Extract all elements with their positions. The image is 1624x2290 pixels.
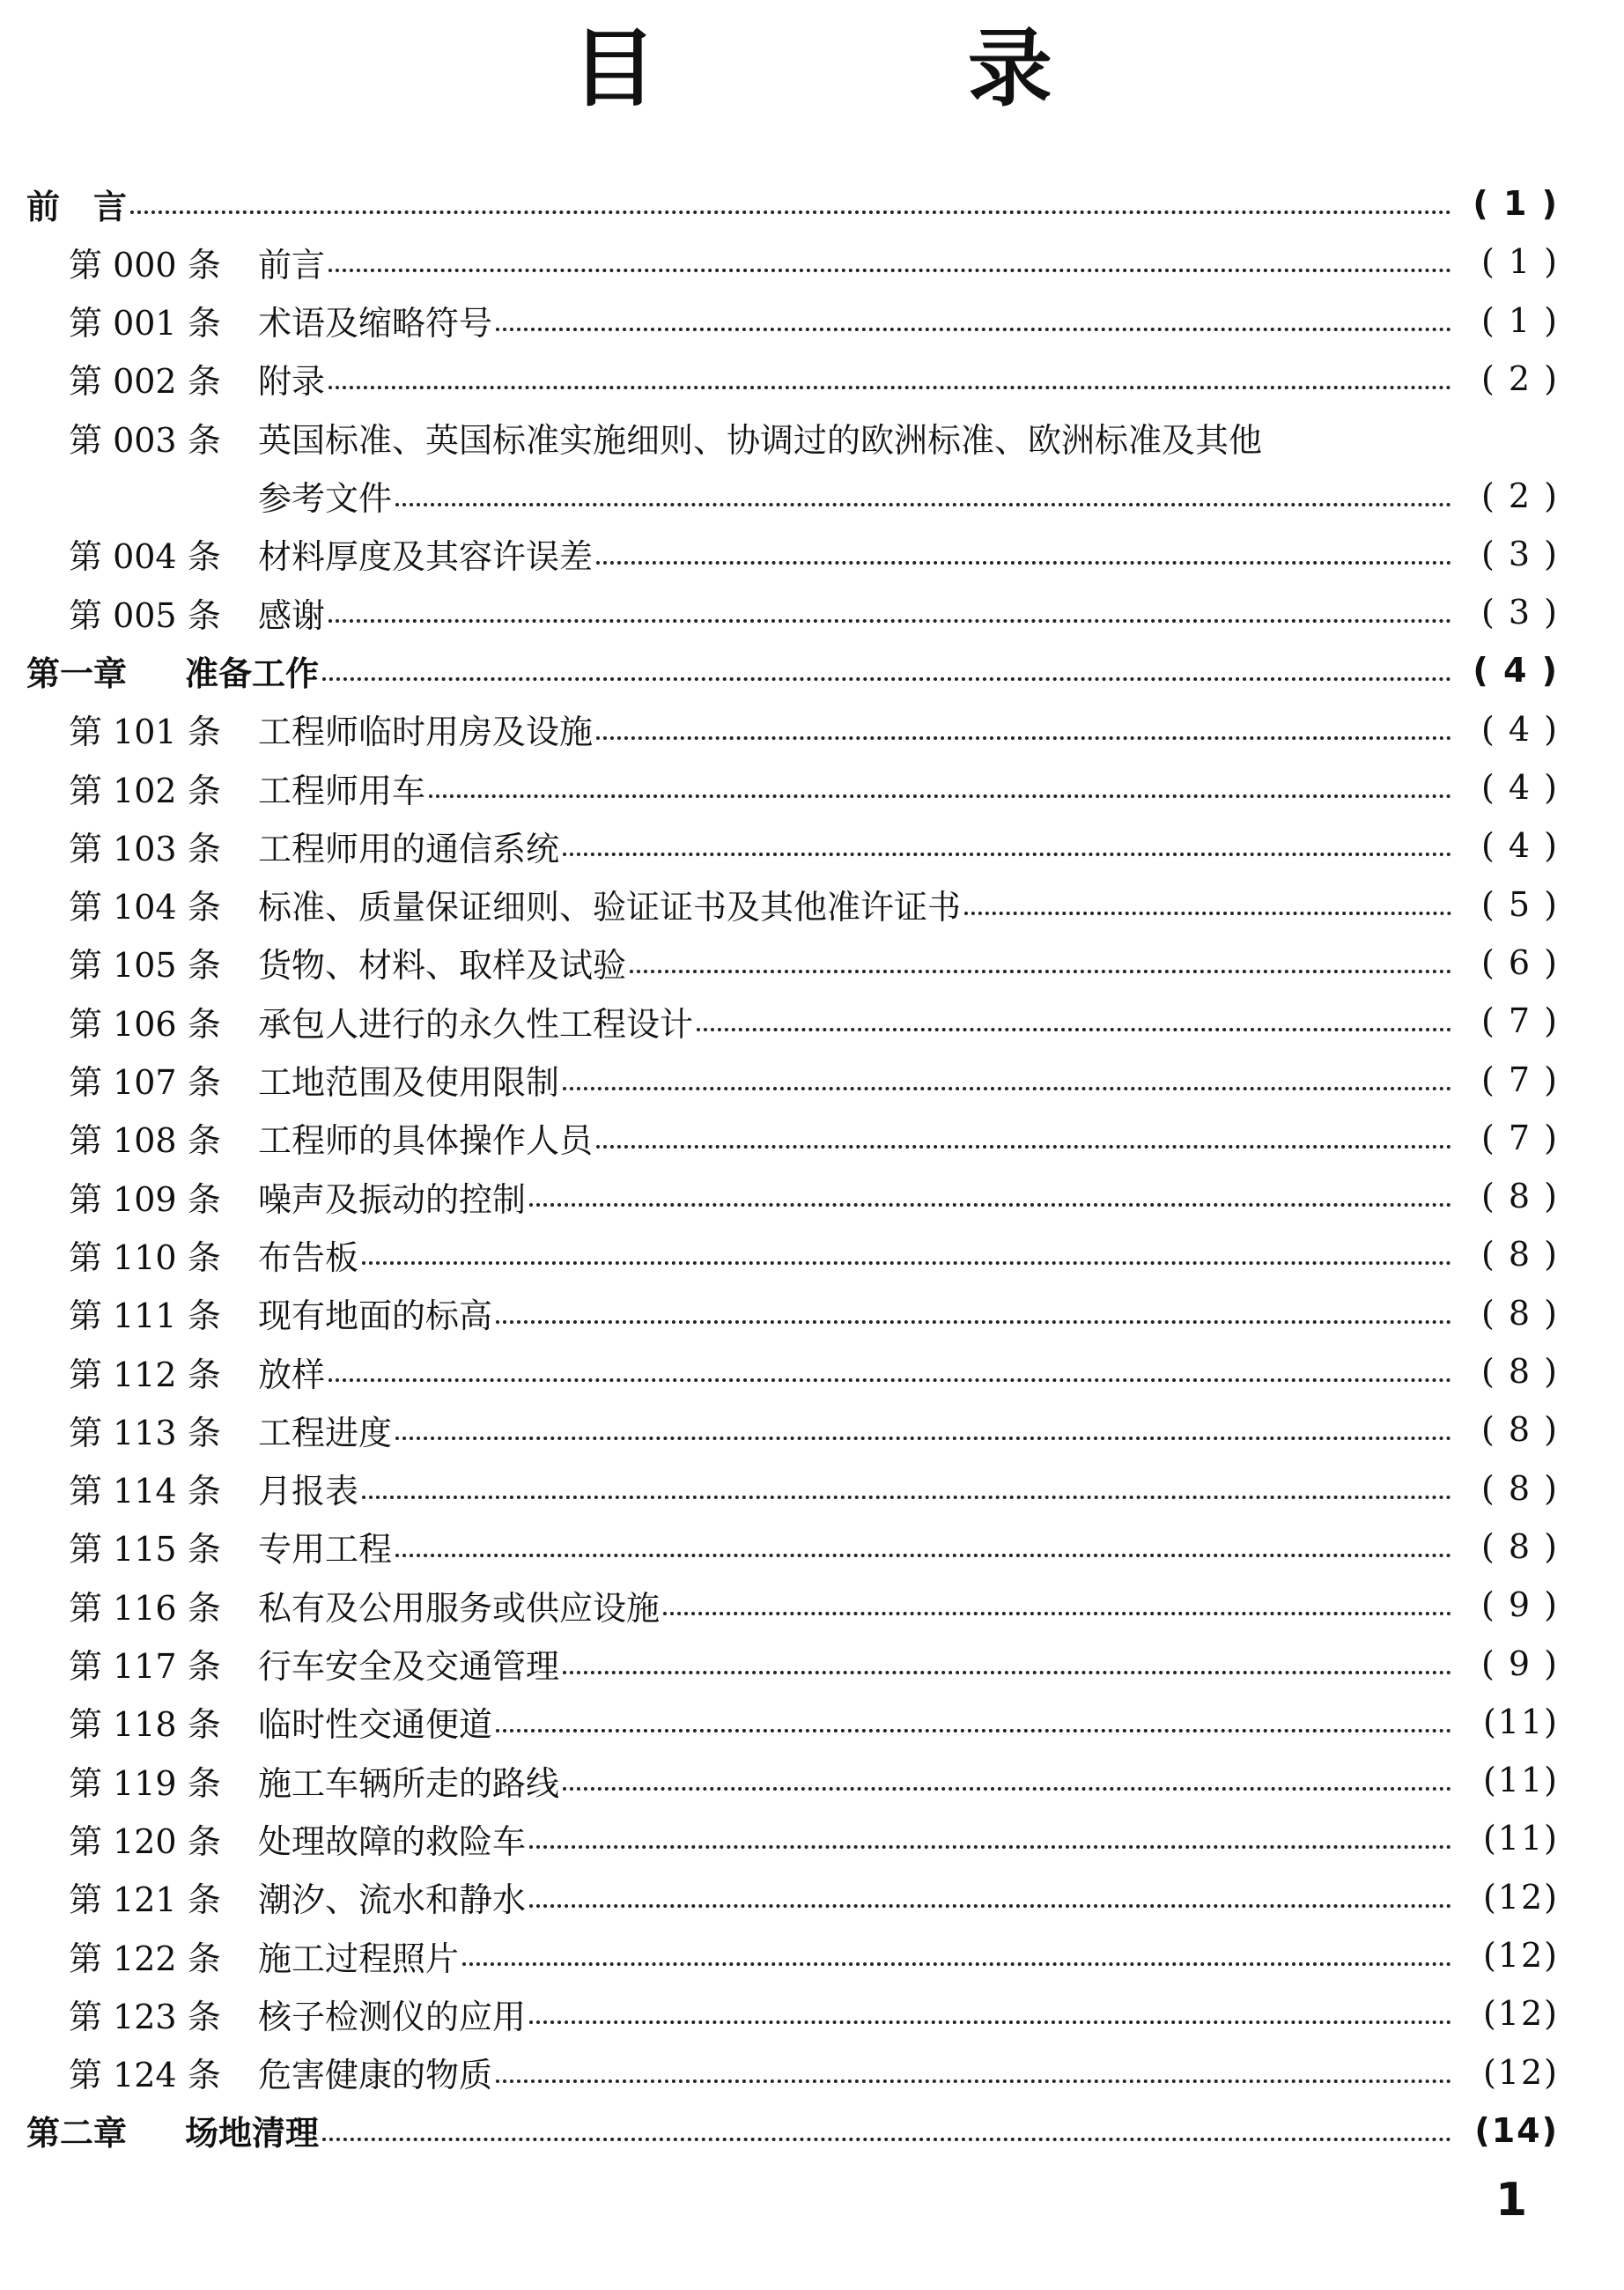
toc-entry-row[interactable] (69, 408, 1559, 466)
page-reference: ( 9 ) (1481, 1644, 1559, 1683)
entry-title: 工程进度 (258, 1413, 393, 1452)
entry-title: 核子检测仪的应用 (258, 1997, 527, 2036)
toc-entry-row[interactable] (69, 1635, 1559, 1693)
dot-leader (563, 817, 1451, 856)
page-reference: ( 7 ) (1481, 1001, 1559, 1041)
dot-leader (496, 1285, 1451, 1324)
toc-entry-row[interactable] (69, 350, 1559, 408)
clause-number: 第 116 条 (69, 1588, 221, 1628)
toc-chapter-row[interactable] (26, 641, 1559, 699)
page-reference: ( 4 ) (1473, 651, 1559, 691)
toc-entry-row[interactable] (69, 1109, 1559, 1167)
clause-number: 第 104 条 (69, 888, 221, 927)
clause-number: 第 109 条 (69, 1179, 221, 1219)
page-reference: ( 8 ) (1481, 1468, 1559, 1508)
dot-leader (322, 642, 1451, 681)
entry-title: 附录 (258, 362, 326, 402)
dot-leader (697, 993, 1451, 1031)
entry-title: 施工车辆所走的路线 (258, 1763, 560, 1803)
dot-leader (496, 292, 1451, 331)
toc-entry-row[interactable] (69, 1225, 1559, 1283)
page-reference: ( 8 ) (1481, 1410, 1559, 1450)
clause-number: 第 119 条 (69, 1763, 221, 1803)
clause-number: 第 107 条 (69, 1063, 221, 1102)
page-reference: ( 4 ) (1481, 826, 1559, 866)
page-reference: (11) (1482, 1702, 1559, 1741)
dot-leader (663, 1577, 1451, 1615)
entry-title: 潮汐、流水和静水 (258, 1880, 527, 1920)
toc-entry-row[interactable] (69, 934, 1559, 992)
page-reference: (12) (1482, 1936, 1559, 1975)
toc-entry-row[interactable] (69, 816, 1559, 875)
entry-title: 布告板 (258, 1237, 359, 1277)
chapter-label: 前 言 (26, 187, 128, 226)
page-reference: (12) (1482, 1877, 1559, 1917)
page-reference: ( 5 ) (1481, 884, 1559, 924)
clause-number: 第 003 条 (69, 420, 221, 460)
dot-leader (563, 1052, 1451, 1090)
clause-number: 第 123 条 (69, 1997, 221, 2036)
page-reference: (11) (1482, 1761, 1559, 1800)
dot-leader (596, 1110, 1451, 1149)
dot-leader (563, 1752, 1451, 1791)
clause-number: 第 108 条 (69, 1121, 221, 1161)
clause-number: 第 110 条 (69, 1237, 221, 1277)
page-reference: ( 7 ) (1481, 1060, 1559, 1099)
clause-number: 第 005 条 (69, 595, 221, 635)
clause-number: 第 004 条 (69, 537, 221, 577)
entry-title: 材料厚度及其容许误差 (258, 537, 594, 577)
page-reference: ( 1 ) (1473, 184, 1559, 223)
toc-entry-row[interactable] (69, 583, 1559, 641)
entry-title: 感谢 (258, 595, 326, 635)
dot-leader (529, 1810, 1451, 1849)
page-reference: ( 6 ) (1481, 942, 1559, 982)
entry-title: 工程师用的通信系统 (258, 829, 560, 868)
page-reference: ( 7 ) (1481, 1118, 1559, 1157)
entry-title: 工程师的具体操作人员 (258, 1121, 594, 1161)
dot-leader (964, 876, 1451, 915)
entry-title: 标准、质量保证细则、验证证书及其他准许证书 (258, 888, 962, 927)
entry-title: 货物、材料、取样及试验 (258, 946, 627, 986)
toc-entry-row[interactable] (69, 1459, 1559, 1518)
dot-leader (529, 1168, 1451, 1207)
page-reference: ( 4 ) (1481, 768, 1559, 807)
entry-title: 承包人进行的永久性工程设计 (258, 1004, 694, 1044)
page-reference: ( 3 ) (1481, 593, 1559, 632)
dot-leader (362, 1226, 1451, 1265)
toc-entry-row[interactable] (69, 1576, 1559, 1634)
clause-number: 第 000 条 (69, 245, 221, 284)
toc-entry-row[interactable] (69, 1518, 1559, 1576)
page-reference: ( 8 ) (1481, 1352, 1559, 1391)
dot-leader (328, 584, 1451, 623)
clause-number: 第 114 条 (69, 1472, 221, 1511)
entry-title: 专用工程 (258, 1530, 393, 1570)
toc-entry-row[interactable] (69, 1167, 1559, 1225)
dot-leader (322, 2102, 1451, 2141)
toc-entry-row[interactable] (69, 525, 1559, 583)
toc-entry-row[interactable] (69, 700, 1559, 758)
toc-entry-row[interactable] (69, 992, 1559, 1050)
clause-number: 第 001 条 (69, 304, 221, 344)
dot-leader (596, 526, 1451, 565)
toc-entry-row[interactable] (69, 758, 1559, 816)
clause-number: 第 118 条 (69, 1705, 221, 1745)
clause-number: 第 101 条 (69, 713, 221, 752)
toc-entry-row[interactable] (69, 1284, 1559, 1342)
toc-entry-row[interactable] (69, 1751, 1559, 1809)
entry-title: 英国标准、英国标准实施细则、协调过的欧洲标准、欧洲标准及其他 (258, 420, 1263, 460)
page-reference: ( 1 ) (1481, 300, 1559, 340)
toc-entry-continuation[interactable] (258, 467, 1559, 525)
toc-entry-row[interactable] (69, 1693, 1559, 1751)
page-reference: (14) (1474, 2110, 1559, 2150)
dot-leader (529, 1985, 1451, 2024)
dot-leader (630, 934, 1451, 973)
dot-leader (328, 351, 1451, 389)
entry-title: 私有及公用服务或供应设施 (258, 1588, 661, 1628)
page-reference: ( 8 ) (1481, 1526, 1559, 1566)
clause-number: 第 124 条 (69, 2056, 221, 2095)
entry-title: 噪声及振动的控制 (258, 1179, 527, 1219)
dot-leader (596, 701, 1451, 740)
clause-number: 第 113 条 (69, 1413, 221, 1452)
dot-leader (130, 175, 1451, 214)
page-reference: ( 2 ) (1481, 476, 1559, 515)
clause-number: 第 117 条 (69, 1647, 221, 1686)
page-number: 1 (1495, 2174, 1528, 2227)
page-reference: ( 8 ) (1481, 1293, 1559, 1333)
page-reference: ( 1 ) (1481, 242, 1559, 282)
clause-number: 第 120 条 (69, 1821, 221, 1861)
dot-leader (529, 1869, 1451, 1908)
entry-title: 处理故障的救险车 (258, 1821, 527, 1861)
toc-entry-row[interactable] (69, 2043, 1559, 2102)
clause-number: 第 122 条 (69, 1939, 221, 1978)
toc-chapter-row[interactable] (26, 174, 1559, 233)
toc-entry-row[interactable] (69, 1868, 1559, 1926)
dot-leader (462, 1927, 1451, 1966)
dot-leader (395, 468, 1451, 506)
page-reference: (11) (1482, 1819, 1559, 1858)
toc-entry-row[interactable] (69, 1809, 1559, 1867)
toc-entry-row[interactable] (69, 292, 1559, 350)
entry-title: 准备工作 (185, 654, 320, 693)
toc-entry-row[interactable] (69, 875, 1559, 934)
entry-title: 术语及缩略符号 (258, 304, 493, 344)
dot-leader (496, 1694, 1451, 1732)
entry-title: 工程师临时用房及设施 (258, 713, 594, 752)
page-reference: ( 8 ) (1481, 1177, 1559, 1216)
page-reference: ( 4 ) (1481, 709, 1559, 749)
clause-number: 第 112 条 (69, 1355, 221, 1394)
toc-entry-row[interactable] (69, 1984, 1559, 2043)
entry-title: 参考文件 (258, 479, 393, 518)
toc-chapter-row[interactable] (26, 2102, 1559, 2160)
entry-title: 危害健康的物质 (258, 2056, 493, 2095)
dot-leader (328, 1343, 1451, 1382)
dot-leader (362, 1460, 1451, 1499)
entry-title: 施工过程照片 (258, 1939, 460, 1978)
dot-leader (328, 233, 1451, 272)
clause-number: 第 121 条 (69, 1880, 221, 1920)
entry-title: 放样 (258, 1355, 326, 1394)
toc-entry-row[interactable] (69, 233, 1559, 291)
clause-number: 第 103 条 (69, 829, 221, 868)
chapter-label: 第一章 (26, 654, 128, 693)
page-reference: (12) (1482, 1994, 1559, 2034)
clause-number: 第 002 条 (69, 362, 221, 402)
dot-leader (429, 759, 1451, 798)
page-title: 目 录 (572, 19, 1193, 118)
clause-number: 第 102 条 (69, 771, 221, 810)
clause-number: 第 111 条 (69, 1296, 221, 1336)
clause-number: 第 115 条 (69, 1530, 221, 1570)
dot-leader (496, 2044, 1451, 2083)
entry-title: 工地范围及使用限制 (258, 1063, 560, 1102)
entry-title: 场地清理 (185, 2114, 320, 2153)
page-reference: ( 2 ) (1481, 358, 1559, 398)
page-reference: ( 3 ) (1481, 534, 1559, 573)
toc-entry-row[interactable] (69, 1400, 1559, 1459)
toc-entry-row[interactable] (69, 1051, 1559, 1109)
entry-title: 现有地面的标高 (258, 1296, 493, 1336)
entry-title: 月报表 (258, 1472, 359, 1511)
entry-title: 工程师用车 (258, 771, 426, 810)
toc-entry-row[interactable] (69, 1926, 1559, 1984)
page-reference: ( 9 ) (1481, 1585, 1559, 1625)
page-reference: ( 8 ) (1481, 1235, 1559, 1274)
entry-title: 行车安全及交通管理 (258, 1647, 560, 1686)
entry-title: 临时性交通便道 (258, 1705, 493, 1745)
clause-number: 第 106 条 (69, 1004, 221, 1044)
clause-number: 第 105 条 (69, 946, 221, 986)
entry-title: 前言 (258, 245, 326, 284)
dot-leader (563, 1636, 1451, 1674)
dot-leader (395, 1518, 1451, 1557)
page-reference: (12) (1482, 2052, 1559, 2092)
dot-leader (395, 1401, 1451, 1440)
toc-entry-row[interactable] (69, 1342, 1559, 1400)
chapter-label: 第二章 (26, 2114, 128, 2153)
